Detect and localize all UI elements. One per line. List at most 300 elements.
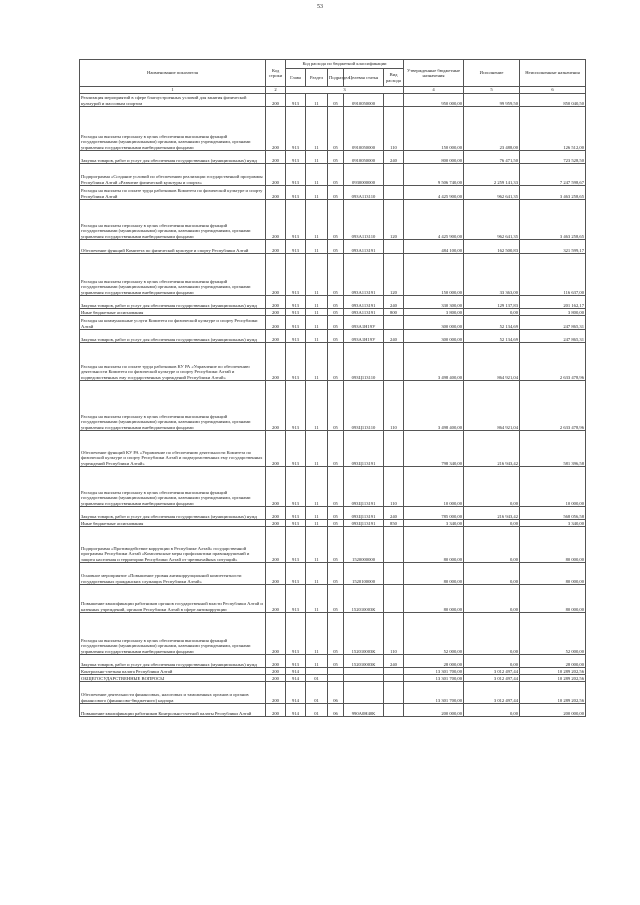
- row-kod-stroki: 200: [266, 164, 286, 186]
- row-name: Закупка товаров, работ и услуг для обеспечения государственных (муниципальных) нужд: [80, 655, 266, 668]
- table-row: [80, 507, 586, 520]
- row-glava: 913: [286, 296, 306, 309]
- row-podrazdel: 05: [328, 316, 344, 330]
- row-celevaya-statya: 1520100000: [344, 563, 384, 585]
- row-kod-stroki: 200: [266, 240, 286, 254]
- row-ispolneno: 0,00: [464, 563, 520, 585]
- row-glava: 913: [286, 164, 306, 186]
- row-podrazdel: 05: [328, 94, 344, 107]
- row-celevaya-statya: 0910050000: [344, 94, 384, 107]
- row-celevaya-statya: 093Ц113110: [344, 343, 384, 381]
- row-kod-stroki: 200: [266, 200, 286, 240]
- row-glava: 913: [286, 527, 306, 563]
- row-kod-stroki: 200: [266, 520, 286, 527]
- row-vid-rashoda: [384, 704, 404, 717]
- table-row: [80, 704, 586, 717]
- row-razdel: 11: [306, 94, 328, 107]
- row-razdel: 11: [306, 381, 328, 431]
- row-utverzhdeno: 10 000,00: [404, 467, 464, 507]
- row-glava: 913: [286, 563, 306, 585]
- row-celevaya-statya: 093Ц113110: [344, 381, 384, 431]
- row-razdel: 11: [306, 520, 328, 527]
- row-name: Расходы на выплаты персоналу в целях обеспечения выполнения функций государственными (муниципальными) органами, казенными учреждениями, органами управления государственными внебюджетными фондами: [80, 467, 266, 507]
- row-neispolneno: 723 528,50: [520, 151, 586, 164]
- row-neispolneno: 3 340,00: [520, 520, 586, 527]
- row-ispolneno: 2 259 141,33: [464, 164, 520, 186]
- row-ispolneno: 23 488,00: [464, 107, 520, 151]
- row-podrazdel: 05: [328, 254, 344, 296]
- table-row: [80, 164, 586, 186]
- row-ispolneno: 216 943,42: [464, 431, 520, 467]
- row-glava: 914: [286, 668, 306, 675]
- row-utverzhdeno: 28 000,00: [404, 655, 464, 668]
- row-name: Расходы на выплаты по оплате труда работников КУ РА «Управление по обеспечению деятельности Комитета по физической культуре и спорту Республики Алтай и подведомственных ему государственных учреждений Республики Алтай»: [80, 343, 266, 381]
- row-vid-rashoda: [384, 527, 404, 563]
- row-name: Расходы на выплаты персоналу в целях обеспечения выполнения функций государственными (муниципальными) органами, казенными учреждениями, органами управления государственными внебюджетными фондами: [80, 254, 266, 296]
- row-name: Закупка товаров, работ и услуг для обеспечения государственных (муниципальных) нужд: [80, 151, 266, 164]
- row-utverzhdeno: 330 300,00: [404, 296, 464, 309]
- row-vid-rashoda: 240: [384, 296, 404, 309]
- row-kod-stroki: 200: [266, 675, 286, 682]
- row-kod-stroki: 200: [266, 668, 286, 675]
- row-podrazdel: 05: [328, 107, 344, 151]
- row-vid-rashoda: [384, 94, 404, 107]
- row-vid-rashoda: 110: [384, 467, 404, 507]
- row-kod-stroki: 200: [266, 655, 286, 668]
- row-glava: 913: [286, 520, 306, 527]
- row-glava: 914: [286, 675, 306, 682]
- row-razdel: 11: [306, 107, 328, 151]
- row-utverzhdeno: 3 498 400,00: [404, 381, 464, 431]
- row-neispolneno: 80 000,00: [520, 527, 586, 563]
- row-utverzhdeno: 3 340,00: [404, 520, 464, 527]
- row-glava: 913: [286, 200, 306, 240]
- row-razdel: 01: [306, 682, 328, 704]
- row-neispolneno: 10 289 202,56: [520, 668, 586, 675]
- table-row: [80, 381, 586, 431]
- row-utverzhdeno: 4 425 900,00: [404, 200, 464, 240]
- row-podrazdel: 05: [328, 527, 344, 563]
- row-utverzhdeno: 4 425 900,00: [404, 186, 464, 200]
- row-celevaya-statya: 093А113191: [344, 296, 384, 309]
- row-utverzhdeno: 80 000,00: [404, 527, 464, 563]
- index-cell: 3: [286, 87, 404, 94]
- row-neispolneno: 28 000,00: [520, 655, 586, 668]
- row-celevaya-statya: 093А113110: [344, 200, 384, 240]
- index-cell: 5: [464, 87, 520, 94]
- row-razdel: 11: [306, 585, 328, 613]
- row-ispolneno: 0,00: [464, 467, 520, 507]
- row-neispolneno: 52 000,00: [520, 613, 586, 655]
- table-row: [80, 200, 586, 240]
- row-kod-stroki: 200: [266, 343, 286, 381]
- row-podrazdel: [328, 675, 344, 682]
- row-ispolneno: 99 959,50: [464, 94, 520, 107]
- row-utverzhdeno: 3 800,00: [404, 309, 464, 316]
- row-kod-stroki: 200: [266, 254, 286, 296]
- row-glava: 914: [286, 704, 306, 717]
- row-name: Иные бюджетные ассигнования: [80, 309, 266, 316]
- row-ispolneno: 162 500,83: [464, 240, 520, 254]
- table-row: [80, 94, 586, 107]
- table-row: [80, 431, 586, 467]
- row-podrazdel: 05: [328, 164, 344, 186]
- row-razdel: 11: [306, 151, 328, 164]
- row-razdel: 11: [306, 343, 328, 381]
- row-name: Повышение квалификации работников органов государственной власти Республики Алтай и казенных учреждений, органов Республики Алтай в сфере антикоррупции: [80, 585, 266, 613]
- table-row: [80, 682, 586, 704]
- row-ispolneno: 0,00: [464, 309, 520, 316]
- row-podrazdel: 05: [328, 655, 344, 668]
- row-glava: 913: [286, 107, 306, 151]
- row-neispolneno: 10 000,00: [520, 467, 586, 507]
- header-celevaya: Целевая статья: [344, 69, 384, 87]
- row-vid-rashoda: 850: [384, 520, 404, 527]
- index-cell: 2: [266, 87, 286, 94]
- row-razdel: 11: [306, 254, 328, 296]
- row-podrazdel: 05: [328, 381, 344, 431]
- row-utverzhdeno: 13 301 700,00: [404, 675, 464, 682]
- row-celevaya-statya: 093А1Н19У: [344, 316, 384, 330]
- row-neispolneno: 247 865,31: [520, 330, 586, 343]
- row-neispolneno: 7 247 598,67: [520, 164, 586, 186]
- row-utverzhdeno: 80 000,00: [404, 563, 464, 585]
- row-name: Повышение квалификации работников Контрольно-счетной палаты Республики Алтай: [80, 704, 266, 717]
- index-cell: 1: [80, 87, 266, 94]
- row-podrazdel: 05: [328, 151, 344, 164]
- header-isp: Исполнение: [464, 60, 520, 87]
- row-razdel: 11: [306, 527, 328, 563]
- row-vid-rashoda: 240: [384, 330, 404, 343]
- row-utverzhdeno: 800 000,00: [404, 151, 464, 164]
- row-kod-stroki: 200: [266, 107, 286, 151]
- row-neispolneno: 126 512,00: [520, 107, 586, 151]
- row-celevaya-statya: 093А113110: [344, 186, 384, 200]
- row-vid-rashoda: [384, 343, 404, 381]
- table-row: [80, 254, 586, 296]
- row-ispolneno: 864 921,04: [464, 381, 520, 431]
- row-utverzhdeno: 950 000,00: [404, 94, 464, 107]
- row-celevaya-statya: 0930000000: [344, 164, 384, 186]
- row-neispolneno: 10 289 202,56: [520, 675, 586, 682]
- row-kod-stroki: 200: [266, 682, 286, 704]
- row-razdel: 11: [306, 330, 328, 343]
- row-vid-rashoda: 240: [384, 507, 404, 520]
- row-razdel: 11: [306, 164, 328, 186]
- header-vid: Вид расхода: [384, 69, 404, 87]
- row-neispolneno: 3 463 258,65: [520, 186, 586, 200]
- row-utverzhdeno: 80 000,00: [404, 585, 464, 613]
- row-name: Расходы на выплаты персоналу в целях обеспечения выполнения функций государственными (муниципальными) органами, казенными учреждениями, органами управления государственными внебюджетными фондами: [80, 107, 266, 151]
- row-ispolneno: 962 641,35: [464, 186, 520, 200]
- row-razdel: 01: [306, 675, 328, 682]
- row-podrazdel: 05: [328, 613, 344, 655]
- row-ispolneno: 864 921,04: [464, 343, 520, 381]
- table-row: [80, 296, 586, 309]
- row-glava: 914: [286, 682, 306, 704]
- row-neispolneno: 80 000,00: [520, 585, 586, 613]
- row-razdel: 11: [306, 186, 328, 200]
- row-neispolneno: 581 396,58: [520, 431, 586, 467]
- row-celevaya-statya: [344, 682, 384, 704]
- row-kod-stroki: 200: [266, 316, 286, 330]
- row-glava: 913: [286, 316, 306, 330]
- header-podrazdel: Подраздел: [328, 69, 344, 87]
- row-utverzhdeno: 200 000,00: [404, 704, 464, 717]
- row-celevaya-statya: 152010003К: [344, 613, 384, 655]
- row-name: Контрольно-счетная палата Республики Алтай: [80, 668, 266, 675]
- row-razdel: 11: [306, 296, 328, 309]
- row-ispolneno: 33 363,00: [464, 254, 520, 296]
- table-row: [80, 655, 586, 668]
- row-glava: 913: [286, 94, 306, 107]
- row-razdel: 11: [306, 613, 328, 655]
- table-row: [80, 151, 586, 164]
- row-celevaya-statya: 1520000000: [344, 527, 384, 563]
- row-utverzhdeno: 300 000,00: [404, 330, 464, 343]
- row-neispolneno: 80 000,00: [520, 563, 586, 585]
- table-row: [80, 186, 586, 200]
- row-celevaya-statya: 990А0Н40К: [344, 704, 384, 717]
- row-name: Закупка товаров, работ и услуг для обеспечения государственных (муниципальных) нужд: [80, 330, 266, 343]
- row-glava: 913: [286, 240, 306, 254]
- table-row: [80, 520, 586, 527]
- row-podrazdel: [328, 668, 344, 675]
- row-celevaya-statya: 152010003К: [344, 655, 384, 668]
- row-neispolneno: 321 599,17: [520, 240, 586, 254]
- row-ispolneno: 129 137,83: [464, 296, 520, 309]
- row-podrazdel: 05: [328, 343, 344, 381]
- table-row: [80, 309, 586, 316]
- row-kod-stroki: 200: [266, 296, 286, 309]
- row-neispolneno: 116 637,00: [520, 254, 586, 296]
- row-razdel: 11: [306, 655, 328, 668]
- table-row: [80, 613, 586, 655]
- row-kod-stroki: 200: [266, 613, 286, 655]
- row-kod-stroki: 200: [266, 527, 286, 563]
- row-kod-stroki: 200: [266, 585, 286, 613]
- row-celevaya-statya: 093Ц113191: [344, 431, 384, 467]
- row-razdel: 11: [306, 563, 328, 585]
- row-ispolneno: 0,00: [464, 585, 520, 613]
- row-name: Обеспечение функций Комитета по физической культуре и спорту Республики Алтай: [80, 240, 266, 254]
- row-name: Расходы на выплаты персоналу в целях обеспечения выполнения функций государственными (муниципальными) органами, казенными учреждениями, органами управления государственными внебюджетными фондами: [80, 381, 266, 431]
- row-podrazdel: 05: [328, 296, 344, 309]
- row-celevaya-statya: 0910050000: [344, 151, 384, 164]
- row-vid-rashoda: [384, 316, 404, 330]
- row-utverzhdeno: 150 000,00: [404, 254, 464, 296]
- index-cell: 4: [404, 87, 464, 94]
- row-razdel: 01: [306, 704, 328, 717]
- row-name: Обеспечение функций КУ РА «Управление по обеспечению деятельности Комитета по физической культуре и спорту Республики Алтай и подведомственных ему государственных учреждений Республики Алтай»: [80, 431, 266, 467]
- row-neispolneno: 568 056,58: [520, 507, 586, 520]
- row-glava: 913: [286, 467, 306, 507]
- row-podrazdel: 05: [328, 467, 344, 507]
- budget-execution-table: [79, 59, 586, 717]
- row-utverzhdeno: 150 000,00: [404, 107, 464, 151]
- header-kod-rashoda: Код расхода по бюджетной классификации: [286, 60, 404, 69]
- row-glava: 913: [286, 254, 306, 296]
- table-body: [80, 94, 586, 717]
- row-kod-stroki: 200: [266, 151, 286, 164]
- table-row: [80, 563, 586, 585]
- row-vid-rashoda: [384, 186, 404, 200]
- table-row: [80, 343, 586, 381]
- row-utverzhdeno: 3 498 400,00: [404, 343, 464, 381]
- header-neisp: Неисполненные назначения: [520, 60, 586, 87]
- row-ispolneno: 3 012 497,44: [464, 675, 520, 682]
- row-name: Расходы на выплаты персоналу в целях обеспечения выполнения функций государственными (муниципальными) органами, казенными учреждениями, органами управления государственными внебюджетными фондами: [80, 613, 266, 655]
- row-name: Расходы на выплаты персоналу в целях обеспечения выполнения функций государственными (муниципальными) органами, казенными учреждениями, органами управления государственными внебюджетными фондами: [80, 200, 266, 240]
- row-razdel: 11: [306, 309, 328, 316]
- row-ispolneno: 52 134,69: [464, 330, 520, 343]
- table-row: [80, 316, 586, 330]
- row-kod-stroki: 200: [266, 507, 286, 520]
- page-number: 53: [317, 4, 323, 10]
- row-utverzhdeno: 9 506 740,00: [404, 164, 464, 186]
- row-utverzhdeno: 52 000,00: [404, 613, 464, 655]
- row-celevaya-statya: [344, 668, 384, 675]
- row-celevaya-statya: 093А1Н19У: [344, 330, 384, 343]
- row-podrazdel: 06: [328, 704, 344, 717]
- row-utverzhdeno: 300 000,00: [404, 316, 464, 330]
- row-razdel: 11: [306, 200, 328, 240]
- row-podrazdel: 05: [328, 240, 344, 254]
- row-ispolneno: 76 471,50: [464, 151, 520, 164]
- table-row: [80, 330, 586, 343]
- row-ispolneno: 0,00: [464, 520, 520, 527]
- row-name: Реализация мероприятий в сфере благоустроенных условий для занятия физической культурой и массовым спортом: [80, 94, 266, 107]
- row-celevaya-statya: 093А113191: [344, 240, 384, 254]
- row-vid-rashoda: [384, 563, 404, 585]
- row-glava: 913: [286, 655, 306, 668]
- row-podrazdel: 05: [328, 330, 344, 343]
- table-row: [80, 467, 586, 507]
- row-vid-rashoda: [384, 431, 404, 467]
- row-name: Подпрограмма «Создание условий по обеспечению реализации государственной программы Республики Алтай «Развитие физической культуры и спорта»: [80, 164, 266, 186]
- row-ispolneno: 3 012 497,44: [464, 682, 520, 704]
- row-glava: 913: [286, 507, 306, 520]
- row-utverzhdeno: 785 000,00: [404, 507, 464, 520]
- row-podrazdel: 05: [328, 431, 344, 467]
- row-vid-rashoda: 240: [384, 655, 404, 668]
- row-kod-stroki: 200: [266, 563, 286, 585]
- row-podrazdel: 05: [328, 309, 344, 316]
- row-vid-rashoda: 120: [384, 254, 404, 296]
- row-podrazdel: 05: [328, 186, 344, 200]
- row-podrazdel: 05: [328, 520, 344, 527]
- row-utverzhdeno: 13 301 700,00: [404, 668, 464, 675]
- row-podrazdel: 05: [328, 200, 344, 240]
- row-name: Закупка товаров, работ и услуг для обеспечения государственных (муниципальных) нужд: [80, 507, 266, 520]
- row-kod-stroki: 200: [266, 381, 286, 431]
- row-neispolneno: 10 289 202,56: [520, 682, 586, 704]
- row-vid-rashoda: 110: [384, 613, 404, 655]
- row-neispolneno: 247 865,31: [520, 316, 586, 330]
- row-celevaya-statya: 093А113191: [344, 254, 384, 296]
- row-razdel: 11: [306, 467, 328, 507]
- row-kod-stroki: 200: [266, 186, 286, 200]
- row-celevaya-statya: 093Ц113191: [344, 467, 384, 507]
- row-glava: 913: [286, 186, 306, 200]
- row-name: Расходы на коммунальные услуги Комитета по физической культуре и спорту Республики Алтай: [80, 316, 266, 330]
- row-neispolneno: 850 040,50: [520, 94, 586, 107]
- table-row: [80, 585, 586, 613]
- row-podrazdel: 05: [328, 563, 344, 585]
- row-kod-stroki: 200: [266, 330, 286, 343]
- row-celevaya-statya: 0910050000: [344, 107, 384, 151]
- row-glava: 913: [286, 381, 306, 431]
- row-glava: 913: [286, 330, 306, 343]
- table-row: [80, 668, 586, 675]
- row-utverzhdeno: 484 100,00: [404, 240, 464, 254]
- row-vid-rashoda: 110: [384, 107, 404, 151]
- row-vid-rashoda: [384, 668, 404, 675]
- row-podrazdel: 06: [328, 682, 344, 704]
- row-utverzhdeno: 13 301 700,00: [404, 682, 464, 704]
- row-glava: 913: [286, 585, 306, 613]
- row-vid-rashoda: [384, 164, 404, 186]
- header-name: Наименование показателя: [80, 60, 266, 87]
- row-celevaya-statya: 093Ц113191: [344, 507, 384, 520]
- row-ispolneno: 962 641,35: [464, 200, 520, 240]
- row-vid-rashoda: [384, 682, 404, 704]
- row-celevaya-statya: 093Ц113191: [344, 520, 384, 527]
- row-vid-rashoda: 110: [384, 381, 404, 431]
- row-name: ОБЩЕГОСУДАРСТВЕННЫЕ ВОПРОСЫ: [80, 675, 266, 682]
- row-name: Основное мероприятие «Повышение уровня антикоррупционной компетентности государственных гражданских служащих Республики Алтай»: [80, 563, 266, 585]
- row-razdel: 11: [306, 240, 328, 254]
- index-cell: 6: [520, 87, 586, 94]
- table-row: [80, 675, 586, 682]
- row-name: Подпрограмма «Противодействие коррупции в Республике Алтай» государственной программы Республики Алтай «Комплексные меры профилактики правонарушений и защита населения и территории Республики Алтай от чрезвычайных ситуаций»: [80, 527, 266, 563]
- table-row: [80, 527, 586, 563]
- row-kod-stroki: 200: [266, 94, 286, 107]
- row-glava: 913: [286, 343, 306, 381]
- row-razdel: 11: [306, 316, 328, 330]
- row-celevaya-statya: 093А113191: [344, 309, 384, 316]
- row-razdel: [306, 668, 328, 675]
- header-kod-stroki: Код строки: [266, 60, 286, 87]
- row-neispolneno: 200 000,00: [520, 704, 586, 717]
- row-glava: 913: [286, 431, 306, 467]
- row-ispolneno: 52 134,69: [464, 316, 520, 330]
- row-ispolneno: 0,00: [464, 613, 520, 655]
- row-neispolneno: 3 463 258,65: [520, 200, 586, 240]
- header-utv: Утвержденные бюджетные назначения: [404, 60, 464, 87]
- row-ispolneno: 0,00: [464, 527, 520, 563]
- row-name: Иные бюджетные ассигнования: [80, 520, 266, 527]
- row-neispolneno: 2 633 478,96: [520, 381, 586, 431]
- row-ispolneno: 3 012 497,44: [464, 668, 520, 675]
- row-glava: 913: [286, 309, 306, 316]
- row-razdel: 11: [306, 431, 328, 467]
- row-kod-stroki: 200: [266, 704, 286, 717]
- row-neispolneno: 3 800,00: [520, 309, 586, 316]
- row-razdel: 11: [306, 507, 328, 520]
- row-kod-stroki: 200: [266, 309, 286, 316]
- row-kod-stroki: 200: [266, 431, 286, 467]
- row-vid-rashoda: [384, 675, 404, 682]
- row-celevaya-statya: [344, 675, 384, 682]
- row-vid-rashoda: 240: [384, 151, 404, 164]
- row-name: Обеспечение деятельности финансовых, налоговых и таможенных органов и органов финансового (финансово-бюджетного) надзора: [80, 682, 266, 704]
- table-row: [80, 240, 586, 254]
- row-podrazdel: 05: [328, 507, 344, 520]
- row-vid-rashoda: 800: [384, 309, 404, 316]
- row-neispolneno: 2 633 478,96: [520, 343, 586, 381]
- row-ispolneno: 0,00: [464, 704, 520, 717]
